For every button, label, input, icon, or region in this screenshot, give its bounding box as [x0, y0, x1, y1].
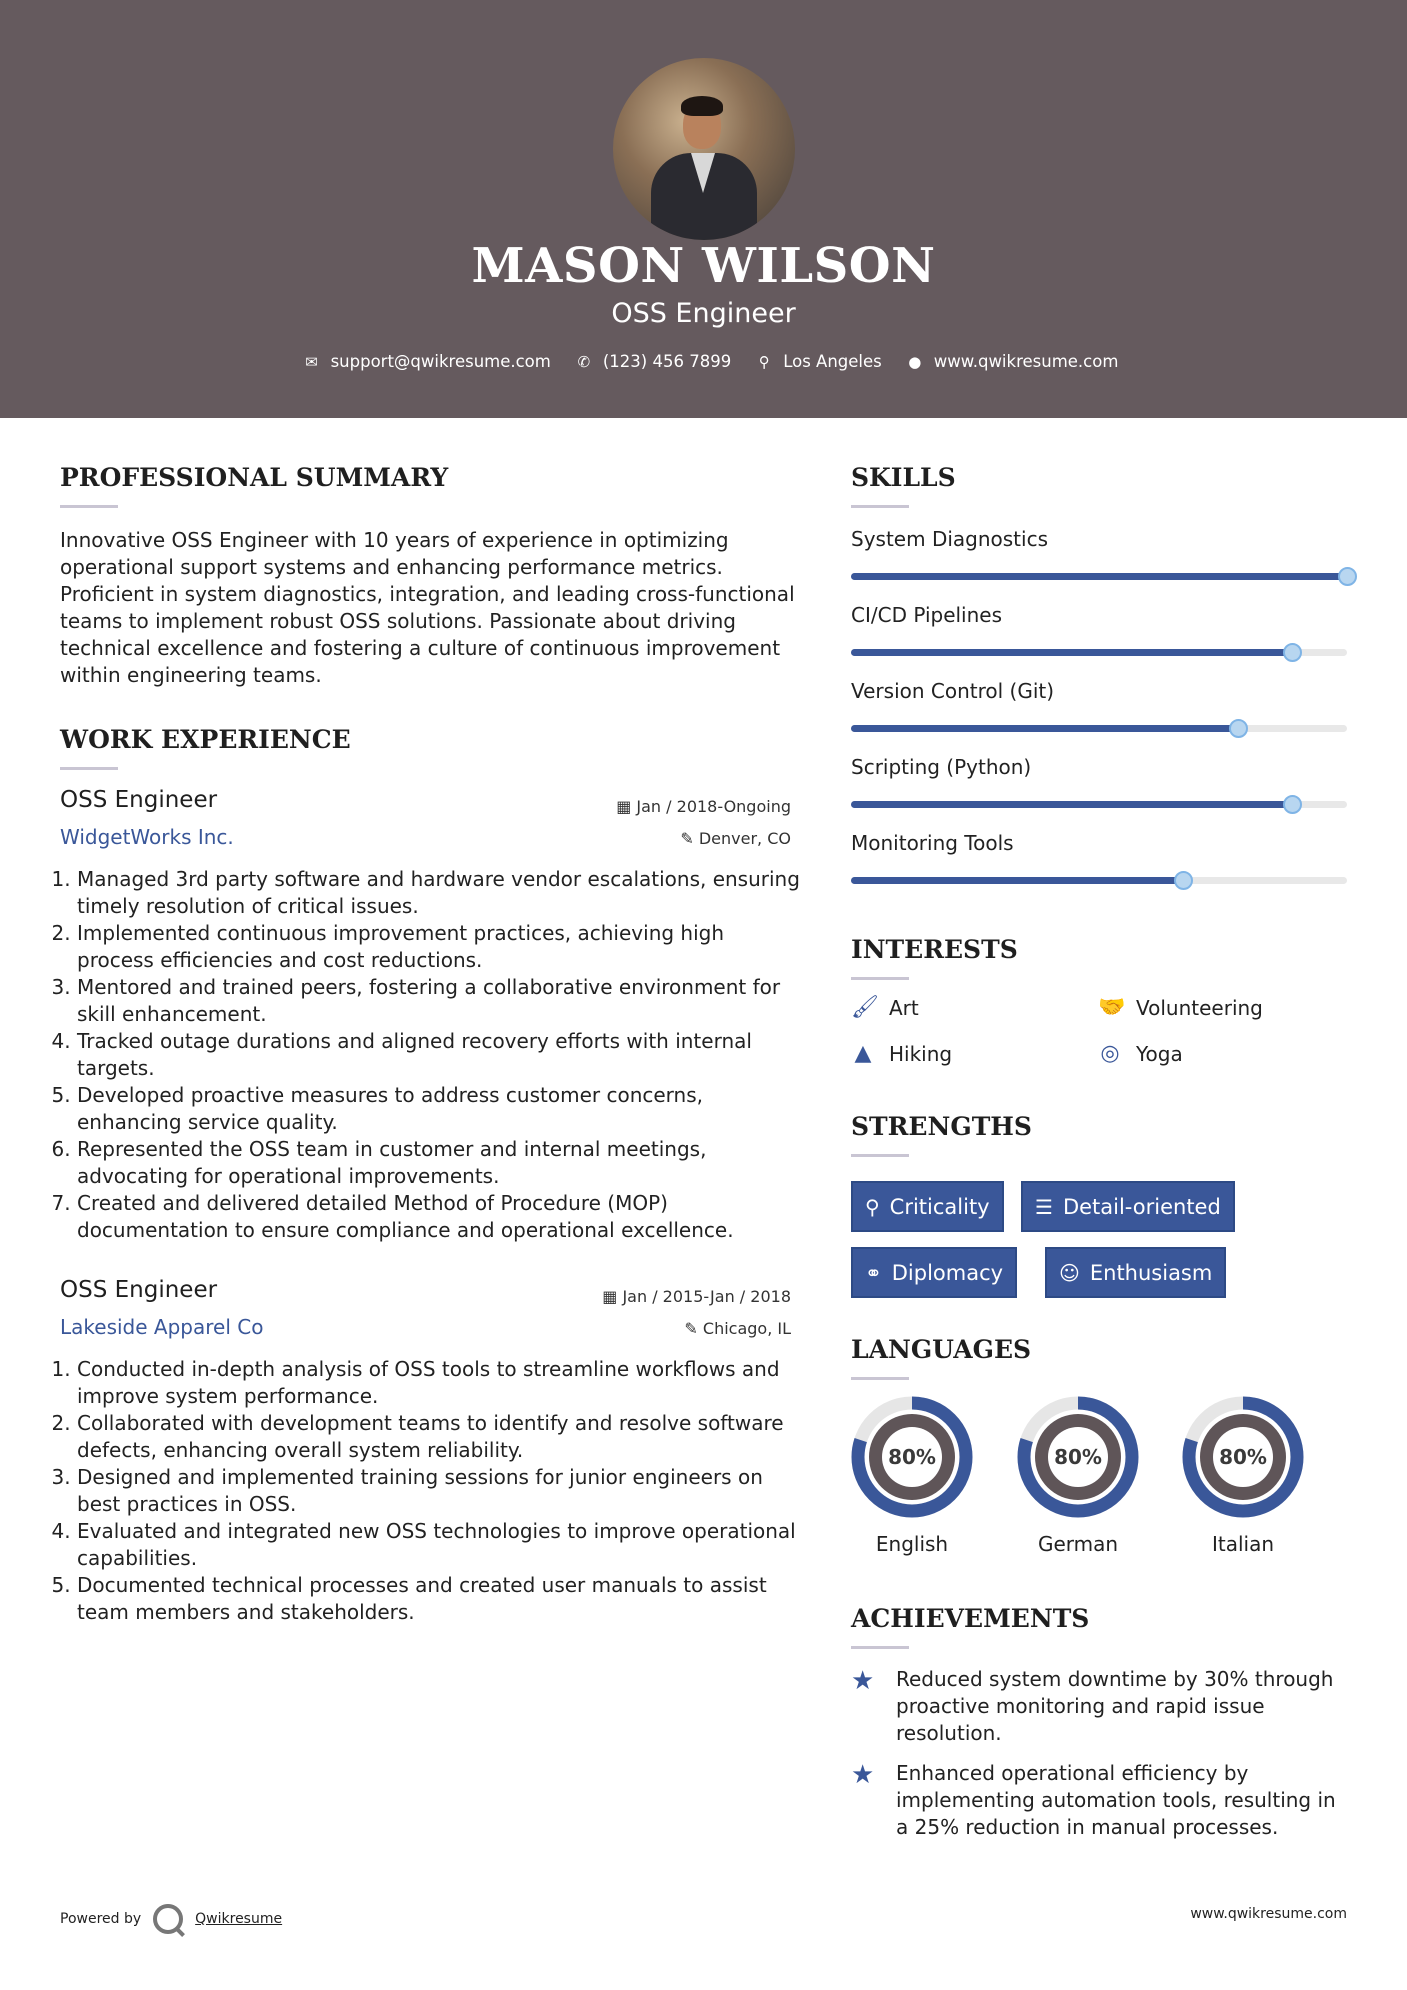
strength-tag: ☰ Detail-oriented	[1021, 1181, 1235, 1232]
job-title: OSS Engineer	[60, 1277, 218, 1303]
skill-bar-fill	[851, 573, 1347, 580]
lifering-icon: ◎	[1100, 1041, 1120, 1066]
list-item: 1. Managed 3rd party software and hardware vendor escalations, ensuring timely resolution of critical issues.	[77, 866, 805, 920]
language-percent: 80%	[1054, 1445, 1102, 1469]
skill-bar-fill	[851, 725, 1238, 732]
map-pin-icon: ⚲	[758, 352, 770, 371]
calendar-icon: ▦	[602, 1287, 623, 1306]
strength-tag: ⚲ Criticality	[851, 1181, 1004, 1232]
phone-icon: ✆	[577, 352, 591, 371]
interest-item: 🤝 Volunteering	[1098, 995, 1263, 1020]
qwikresume-logo-icon	[153, 1904, 183, 1934]
company-name: Lakeside Apparel Co	[60, 1315, 264, 1339]
skill-bar	[851, 573, 1347, 580]
smile-icon: ☺	[1059, 1260, 1080, 1285]
pin-icon: ✎	[680, 829, 699, 848]
skill-bar	[851, 649, 1347, 656]
job-duties-list	[60, 1356, 805, 1626]
skill-bar-fill	[851, 801, 1292, 808]
interest-item: ◎ Yoga	[1098, 1041, 1183, 1066]
skill-slider-knob	[1283, 643, 1302, 662]
contact-website[interactable]: www.qwikresume.com	[933, 352, 1119, 371]
section-underline	[851, 1377, 909, 1380]
list-item: 1. Conducted in-depth analysis of OSS tools to streamline workflows and improve system performance.	[77, 1356, 805, 1410]
skills-heading: SKILLS	[851, 463, 956, 492]
language-label: Italian	[1211, 1532, 1275, 1556]
achievement-item: Reduced system downtime by 30% through proactive monitoring and rapid issue resolution.	[896, 1667, 1334, 1745]
contact-bar	[0, 352, 1407, 371]
language-label: German	[1037, 1532, 1119, 1556]
skill-slider-knob	[1174, 871, 1193, 890]
interests-heading: INTERESTS	[851, 935, 1018, 964]
language-percent: 80%	[1219, 1445, 1267, 1469]
summary-heading: PROFESSIONAL SUMMARY	[60, 463, 449, 492]
skill-label: Version Control (Git)	[851, 679, 1055, 703]
candidate-role: OSS Engineer	[611, 298, 796, 329]
tree-icon: ▲	[854, 1041, 872, 1066]
language-donut	[1182, 1396, 1304, 1518]
list-item: 3. Designed and implemented training sessions for junior engineers on best practices in OSS.	[77, 1464, 805, 1518]
list-item: 2. Collaborated with development teams to identify and resolve software defects, enhancing overall system reliability.	[77, 1410, 805, 1464]
section-underline	[60, 767, 118, 770]
list-item: 2. Implemented continuous improvement practices, achieving high process efficiencies and cost reductions.	[77, 920, 805, 974]
contact-email[interactable]: support@qwikresume.com	[330, 352, 551, 371]
section-underline	[60, 505, 118, 508]
skill-slider-knob	[1338, 567, 1357, 586]
language-label: English	[875, 1532, 949, 1556]
calendar-icon: ▦	[616, 797, 637, 816]
footer-website[interactable]: www.qwikresume.com	[1190, 1906, 1347, 1922]
achievement-item: Enhanced operational efficiency by implementing automation tools, resulting in a 25% reduction in manual processes.	[896, 1761, 1336, 1839]
interest-item: 🖌 Art	[851, 995, 919, 1020]
skill-bar	[851, 725, 1347, 732]
strengths-heading: STRENGTHS	[851, 1112, 1032, 1141]
pin-icon: ✎	[684, 1319, 703, 1338]
contact-location: Los Angeles	[783, 352, 882, 371]
job-dates: ▦ Jan / 2018-Ongoing	[616, 797, 791, 816]
search-icon: ⚲	[865, 1194, 880, 1219]
list-icon: ☰	[1035, 1194, 1053, 1219]
section-underline	[851, 1154, 909, 1157]
envelope-icon: ✉	[305, 352, 318, 371]
skill-slider-knob	[1229, 719, 1248, 738]
list-item: 4. Tracked outage durations and aligned recovery efforts with internal targets.	[77, 1028, 805, 1082]
handshake-icon: ⚭	[865, 1260, 882, 1285]
skill-bar-fill	[851, 649, 1292, 656]
list-item: 5. Developed proactive measures to address customer concerns, enhancing service quality.	[77, 1082, 805, 1136]
skill-label: System Diagnostics	[851, 527, 1048, 551]
powered-by-label: Powered by	[60, 1911, 142, 1927]
company-name: WidgetWorks Inc.	[60, 825, 234, 849]
strength-tag: ☺ Enthusiasm	[1045, 1247, 1226, 1298]
section-underline	[851, 505, 909, 508]
powered-by	[60, 1904, 282, 1934]
skill-label: Scripting (Python)	[851, 755, 1032, 779]
languages-heading: LANGUAGES	[851, 1335, 1032, 1364]
resume-header	[0, 0, 1407, 418]
job-duties-list	[60, 866, 805, 1244]
language-donut	[1017, 1396, 1139, 1518]
contact-phone: (123) 456 7899	[602, 352, 732, 371]
star-icon: ★	[851, 1666, 875, 1696]
candidate-name: MASON WILSON	[471, 238, 936, 294]
skill-slider-knob	[1283, 795, 1302, 814]
list-item: 7. Created and delivered detailed Method of Procedure (MOP) documentation to ensure compliance and operational excellence.	[77, 1190, 805, 1244]
skill-bar	[851, 801, 1347, 808]
list-item: 3. Mentored and trained peers, fostering a collaborative environment for skill enhancement.	[77, 974, 805, 1028]
strength-tag: ⚭ Diplomacy	[851, 1247, 1017, 1298]
skill-label: Monitoring Tools	[851, 831, 1014, 855]
experience-heading: WORK EXPERIENCE	[60, 725, 351, 754]
list-item: 6. Represented the OSS team in customer and internal meetings, advocating for operational improvements.	[77, 1136, 805, 1190]
brand-link[interactable]: Qwikresume	[195, 1911, 283, 1927]
skill-bar-fill	[851, 877, 1183, 884]
handshake-icon: 🤝	[1098, 995, 1126, 1020]
job-dates: ▦ Jan / 2015-Jan / 2018	[602, 1287, 791, 1306]
skill-label: CI/CD Pipelines	[851, 603, 1003, 627]
section-underline	[851, 1646, 909, 1649]
list-item: 4. Evaluated and integrated new OSS technologies to improve operational capabilities.	[77, 1518, 805, 1572]
section-underline	[851, 977, 909, 980]
language-donut	[851, 1396, 973, 1518]
job-location: ✎ Denver, CO	[680, 829, 791, 848]
interest-item: ▲ Hiking	[851, 1041, 952, 1066]
achievements-heading: ACHIEVEMENTS	[851, 1604, 1090, 1633]
list-item: 5. Documented technical processes and created user manuals to assist team members and stakeholders.	[77, 1572, 805, 1626]
job-title: OSS Engineer	[60, 787, 218, 813]
globe-icon: ●	[908, 352, 922, 371]
summary-text: Innovative OSS Engineer with 10 years of experience in optimizing operational support systems and enhancing performance metrics. Proficient in system diagnostics, integration, and leading cross-functional teams to implement robust OSS solutions. Passionate about driving technical excellence and fostering a culture of continuous improvement within engineering teams.	[60, 528, 795, 687]
paintbrush-icon: 🖌	[851, 995, 879, 1020]
profile-photo	[613, 58, 795, 240]
job-location: ✎ Chicago, IL	[684, 1319, 791, 1338]
language-percent: 80%	[888, 1445, 936, 1469]
star-icon: ★	[851, 1760, 875, 1790]
skill-bar	[851, 877, 1347, 884]
